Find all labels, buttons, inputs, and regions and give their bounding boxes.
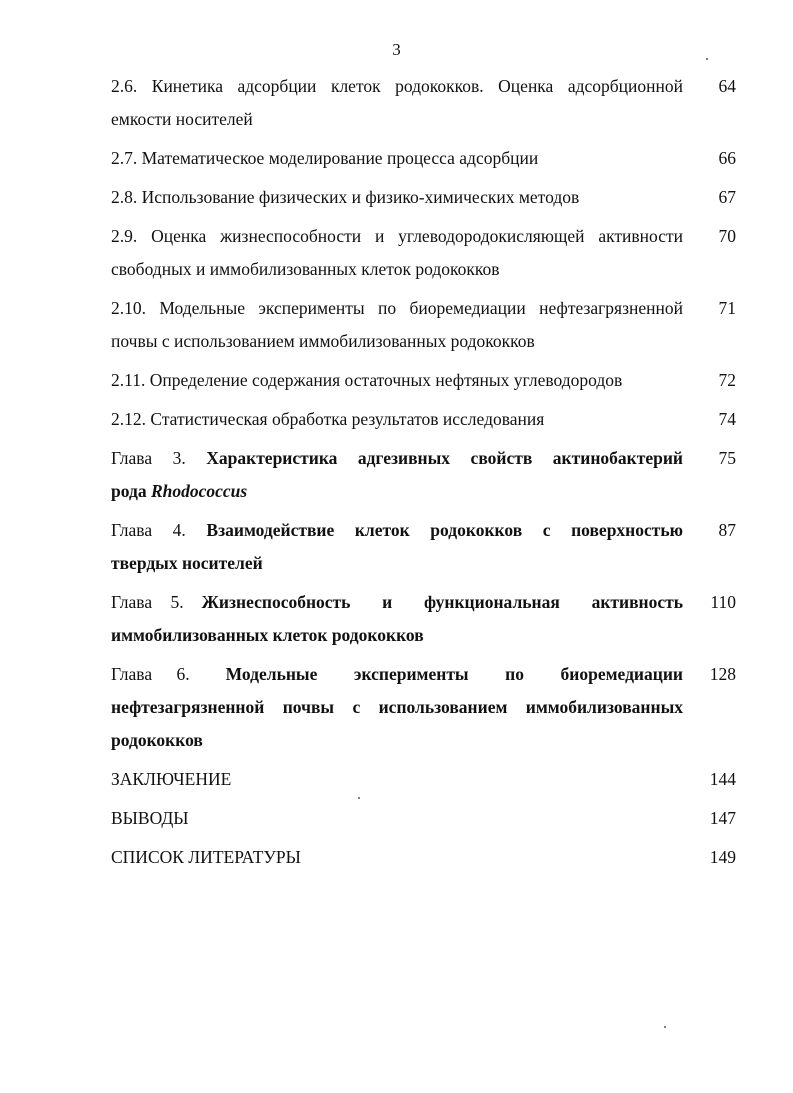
chapter-prefix: Глава 3. bbox=[111, 448, 186, 468]
toc-entry-page: 72 bbox=[718, 370, 736, 390]
genus-name: Rhodococcus bbox=[150, 481, 248, 501]
chapter-title: нефтезагрязненной почвы с использованием иммобилизованных bbox=[111, 697, 683, 717]
toc-entry-page: 67 bbox=[718, 187, 736, 207]
toc-entry-findings bbox=[111, 802, 736, 835]
toc-entry-page: 110 bbox=[710, 592, 736, 612]
toc-entry-2-10 bbox=[111, 292, 736, 358]
toc-entry-page: 74 bbox=[718, 409, 736, 429]
scan-speck bbox=[664, 1026, 666, 1028]
toc-entry-title: ЗАКЛЮЧЕНИЕ bbox=[111, 769, 232, 789]
toc-entry-chapter-3 bbox=[111, 442, 736, 508]
chapter-title: Жизнеспособность и функциональная активность bbox=[201, 592, 683, 612]
toc-entry-line: 2.6. Кинетика адсорбции клеток родококков. Оценка адсорбционной bbox=[111, 76, 683, 96]
chapter-title: родококков bbox=[111, 730, 203, 750]
table-of-contents bbox=[111, 70, 736, 874]
toc-entry-page: 64 bbox=[718, 76, 736, 96]
toc-entry-title bbox=[111, 70, 683, 136]
toc-entry-page: 144 bbox=[709, 769, 736, 789]
toc-entry-line: емкости носителей bbox=[111, 109, 253, 129]
scan-speck bbox=[706, 58, 708, 60]
toc-entry-2-9 bbox=[111, 220, 736, 286]
toc-entry-line: свободных и иммобилизованных клеток родококков bbox=[111, 259, 500, 279]
chapter-title: Характеристика адгезивных свойств актинобактерий bbox=[206, 448, 684, 468]
toc-entry-title: ВЫВОДЫ bbox=[111, 808, 189, 828]
toc-entry-title bbox=[111, 220, 683, 286]
toc-entry-references bbox=[111, 841, 736, 874]
toc-entry-title bbox=[111, 292, 683, 358]
chapter-prefix: Глава 6. bbox=[111, 664, 190, 684]
toc-entry-conclusion bbox=[111, 763, 736, 796]
toc-entry-page: 75 bbox=[718, 448, 736, 468]
toc-entry-2-11 bbox=[111, 364, 736, 397]
toc-entry-title: 2.12. Статистическая обработка результатов исследования bbox=[111, 409, 545, 429]
chapter-prefix: Глава 5. bbox=[111, 592, 184, 612]
toc-entry-page: 128 bbox=[709, 664, 736, 684]
toc-entry-page: 71 bbox=[718, 298, 736, 318]
chapter-title: рода bbox=[111, 481, 147, 501]
toc-entry-page: 149 bbox=[709, 847, 736, 867]
toc-entry-2-6 bbox=[111, 70, 736, 136]
toc-entry-line: почвы с использованием иммобилизованных родококков bbox=[111, 331, 535, 351]
toc-entry-title bbox=[111, 442, 683, 508]
toc-entry-page: 147 bbox=[709, 808, 736, 828]
toc-entry-title: 2.11. Определение содержания остаточных нефтяных углеводородов bbox=[111, 370, 623, 390]
toc-entry-page: 70 bbox=[718, 226, 736, 246]
chapter-title: Модельные эксперименты по биоремедиации bbox=[225, 664, 683, 684]
toc-entry-page: 87 bbox=[718, 520, 736, 540]
toc-entry-line: 2.9. Оценка жизнеспособности и углеводородокисляющей активности bbox=[111, 226, 683, 246]
chapter-title: иммобилизованных клеток родококков bbox=[111, 625, 424, 645]
toc-entry-title bbox=[111, 586, 683, 652]
chapter-title: Взаимодействие клеток родококков с поверхностью bbox=[206, 520, 684, 540]
scan-speck bbox=[358, 797, 360, 799]
toc-entry-title: 2.7. Математическое моделирование процесса адсорбции bbox=[111, 148, 539, 168]
toc-entry-chapter-6 bbox=[111, 658, 736, 757]
toc-entry-2-12 bbox=[111, 403, 736, 436]
toc-entry-title bbox=[111, 658, 683, 757]
toc-entry-chapter-4 bbox=[111, 514, 736, 580]
toc-entry-title: 2.8. Использование физических и физико-химических методов bbox=[111, 187, 580, 207]
toc-entry-2-8 bbox=[111, 181, 736, 214]
toc-entry-page: 66 bbox=[718, 148, 736, 168]
toc-entry-title: СПИСОК ЛИТЕРАТУРЫ bbox=[111, 847, 301, 867]
page-number: 3 bbox=[392, 40, 401, 59]
chapter-prefix: Глава 4. bbox=[111, 520, 186, 540]
toc-entry-2-7 bbox=[111, 142, 736, 175]
chapter-title: твердых носителей bbox=[111, 553, 263, 573]
toc-entry-chapter-5 bbox=[111, 586, 736, 652]
toc-entry-title bbox=[111, 514, 683, 580]
toc-entry-line: 2.10. Модельные эксперименты по биоремедиации нефтезагрязненной bbox=[111, 298, 683, 318]
